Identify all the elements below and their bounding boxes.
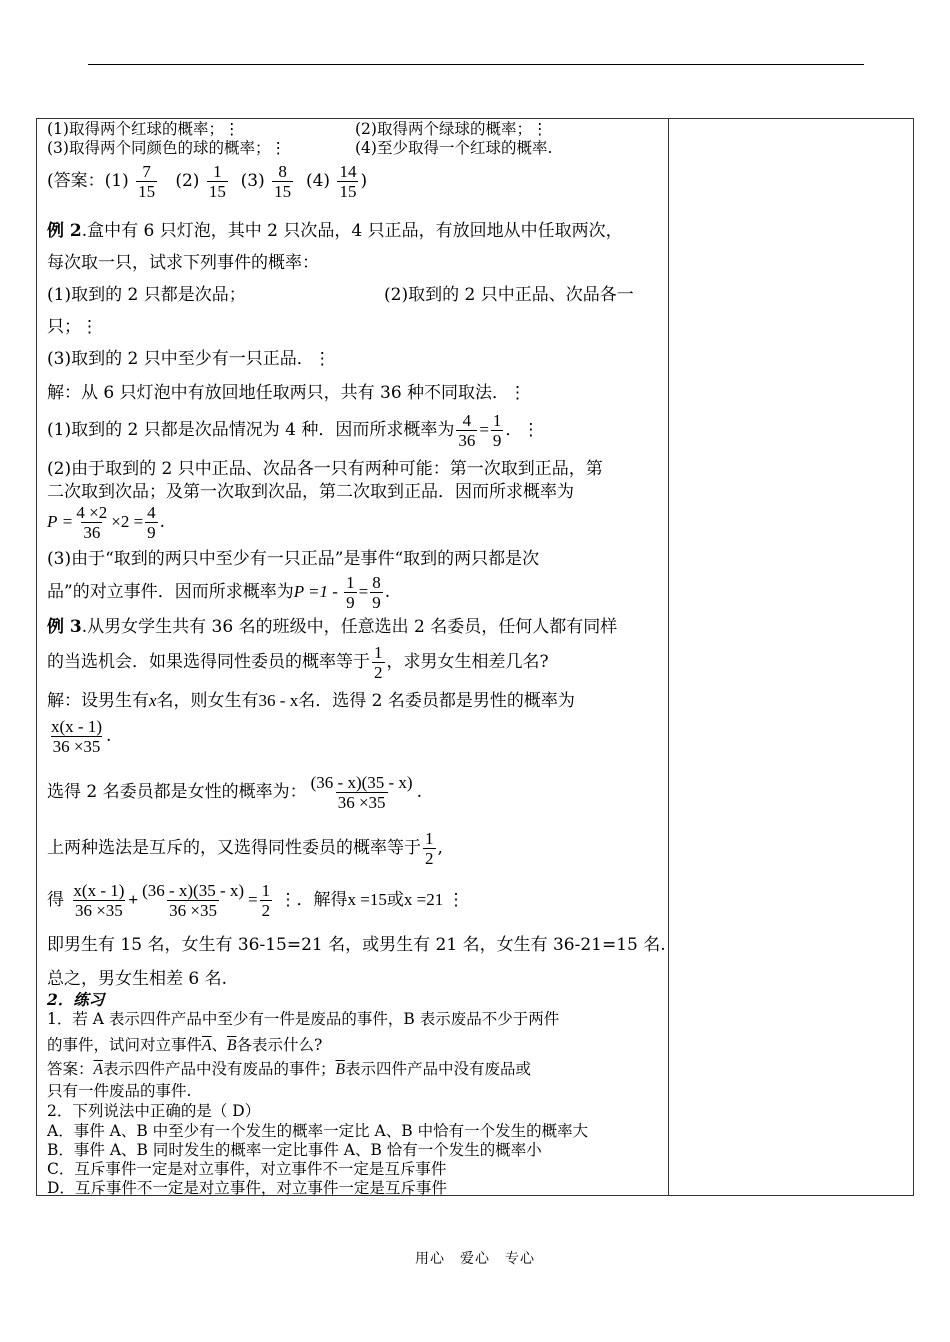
numerator: 14 xyxy=(339,162,357,181)
denominator: 36 ×35 xyxy=(52,737,101,756)
text-line xyxy=(47,1036,322,1055)
solution-text: ．⋮ xyxy=(505,420,540,440)
practice-text: 、 xyxy=(211,1036,227,1054)
text-line xyxy=(355,139,552,158)
plus: + xyxy=(128,890,139,909)
solution-text: (2)由于取到的 2 只中正品、次品各一只有两种可能：第一次取到正品，第 xyxy=(47,459,603,479)
text-line xyxy=(47,1060,531,1079)
event-a-bar: $\overline{A}$ xyxy=(202,1037,212,1054)
numerator: 7 xyxy=(142,162,151,181)
example-text: .从男女学生共有 36 名的班级中，任意选出 2 名委员，任何人都有同样 xyxy=(81,617,618,637)
math-expression: 36 - x xyxy=(258,691,299,710)
choice-c: C．互斥事件一定是对立事件，对立事件不一定是互斥事件 xyxy=(47,1160,447,1178)
practice-text: 的事件，试问对立事件 xyxy=(47,1036,203,1054)
solution-text: 解：设男生有 xyxy=(47,691,149,711)
text-line xyxy=(355,120,547,139)
fraction xyxy=(260,881,273,920)
text-line: 选得 2 名委员都是女性的概率为： $\frac{(36 - x)(35 - x)}{36 \times 35}$ . xyxy=(47,773,422,812)
fraction xyxy=(71,881,126,920)
text-line xyxy=(47,934,666,956)
math-expression: x =21 ⋮ xyxy=(403,890,465,909)
numerator: 1 xyxy=(492,411,502,430)
denominator: 9 xyxy=(372,593,381,612)
example-question: (3)取到的 2 只中至少有一只正品．⋮ xyxy=(47,349,331,369)
event-b-bar: $\overline{B}$ xyxy=(227,1037,237,1054)
fraction xyxy=(370,573,383,612)
numerator: (36 - x)(35 - x) xyxy=(310,773,413,792)
solution-text: 名，则女生有 xyxy=(156,691,259,711)
numerator: 4 xyxy=(462,411,472,430)
solution-text: 或 xyxy=(386,890,404,910)
example-label: 例 2 xyxy=(47,221,82,241)
numerator: 1 xyxy=(346,573,355,592)
solution-text: 解：从 6 只灯泡中有放回地任取两只，共有 36 种不同取法．⋮ xyxy=(47,383,527,403)
event-b-bar: $\overline{B}$ xyxy=(335,1061,345,1078)
denominator: 15 xyxy=(138,182,156,201)
solution-text: 选得 2 名委员都是女性的概率为： xyxy=(47,782,307,802)
text-line xyxy=(47,640,549,684)
variable: x xyxy=(149,691,157,710)
numerator: x(x - 1) xyxy=(73,881,125,900)
example-question: (1)取到的 2 只都是次品； xyxy=(47,285,246,305)
text-line xyxy=(47,1082,191,1101)
practice-text: 1．若 A 表示四件产品中至少有一件是废品的事件，B 表示废品不少于两件 xyxy=(47,1010,560,1028)
text-line xyxy=(47,1160,446,1179)
text-line xyxy=(47,284,246,306)
section-title xyxy=(47,990,104,1009)
choice-a: A．事件 A、B 中至少有一个发生的概率一定比 A、B 中恰有一个发生的概率大 xyxy=(47,1122,589,1140)
math-expression: x =15 xyxy=(347,890,387,909)
denominator: 2 xyxy=(261,901,271,920)
text-line xyxy=(47,120,239,139)
answer-prefix: (答案：(1) xyxy=(47,171,129,191)
equals: = xyxy=(248,890,258,909)
answer-line xyxy=(47,160,367,202)
numerator: 8 xyxy=(372,573,381,592)
denominator: 2 xyxy=(425,849,434,868)
example-text: 的当选机会．如果选得同性委员的概率等于 xyxy=(47,652,370,672)
question-2: (2)取得两个绿球的概率；⋮ xyxy=(355,120,548,138)
solution-text: 总之，男女生相差 6 名. xyxy=(47,969,228,989)
variable: P xyxy=(47,512,58,531)
example-label: 例 3 xyxy=(47,617,82,637)
numerator: 1 xyxy=(213,162,222,181)
numerator: 1 xyxy=(374,643,383,662)
fraction xyxy=(207,162,228,201)
text-line xyxy=(47,458,603,480)
denominator: 15 xyxy=(274,182,292,201)
fraction xyxy=(140,881,246,920)
equals: = xyxy=(479,420,489,439)
solution-text: 名．选得 2 名委员都是男性的概率为 xyxy=(298,691,575,711)
fraction xyxy=(145,503,158,542)
question-3: (3)取得两个同颜色的球的概率；⋮ xyxy=(47,139,286,157)
fraction xyxy=(74,503,109,542)
math-expression: P =1 - xyxy=(293,582,343,601)
answer-label: (3) xyxy=(240,171,265,191)
fraction xyxy=(136,162,157,201)
text-line xyxy=(47,1122,588,1141)
answer-suffix: ) xyxy=(360,171,368,191)
fraction xyxy=(372,643,385,682)
numerator: 4 xyxy=(147,503,156,522)
fraction xyxy=(491,411,504,450)
practice-title: 2．练习 xyxy=(47,990,105,1009)
text-line xyxy=(47,220,623,242)
text-line xyxy=(47,1010,559,1029)
event-a-bar: $\overline{A}$ xyxy=(93,1061,103,1078)
column-divider xyxy=(668,118,669,1196)
equals: = xyxy=(358,582,369,601)
solution-text: 二次取到次品；及第一次取到次品，第二次取到正品．因而所求概率为 xyxy=(47,482,574,502)
example-question: (2)取到的 2 只中正品、次品各一 xyxy=(384,285,634,305)
text-line: 品”的对立事件．因而所求概率为P =1 - $\frac{1}{9}$ = $\frac{8}{9}$ . xyxy=(47,573,391,612)
text-line xyxy=(47,316,98,338)
fraction xyxy=(49,717,104,756)
text-line: 上两种选法是互斥的，又选得同性委员的概率等于 $\frac{1}{2}$ , xyxy=(47,829,443,868)
text-line xyxy=(47,548,539,570)
text-line xyxy=(47,252,319,274)
equals: = xyxy=(62,512,73,531)
practice-text: 答案： xyxy=(47,1060,94,1078)
fraction xyxy=(344,573,357,612)
choice-d: D．互斥事件不一定是对立事件，对立事件一定是互斥事件 xyxy=(47,1179,447,1197)
numerator: x(x - 1) xyxy=(51,717,102,736)
denominator: 15 xyxy=(339,182,357,201)
text-line: P = $\frac{4 \times 2}{36}$ ×2 = $\frac{4}{9}$ . xyxy=(47,503,166,542)
denominator: 36 xyxy=(458,431,476,450)
choice-b: B．事件 A、B 同时发生的概率一定比事件 A、B 恰有一个发生的概率小 xyxy=(47,1141,542,1159)
denominator: 36 xyxy=(83,523,101,542)
math-operator: ×2 = xyxy=(111,512,144,531)
denominator: 36 ×35 xyxy=(337,793,386,812)
numerator: 8 xyxy=(278,162,287,181)
numerator: 1 xyxy=(261,881,271,900)
text-line xyxy=(47,968,227,990)
solution-text: 即男生有 15 名，女生有 36-15=21 名，或男生有 21 名，女生有 36-21=15 名. xyxy=(47,935,666,955)
text-line xyxy=(47,139,286,158)
text-line xyxy=(47,1179,447,1198)
denominator: 9 xyxy=(346,593,355,612)
denominator: 36 ×35 xyxy=(169,901,217,920)
text-line xyxy=(47,382,526,404)
solution-text: (3)由于“取到的两只中至少有一只正品”是事件“取到的两只都是次 xyxy=(47,549,540,569)
solution-text: ⋮．解得 xyxy=(279,890,348,910)
practice-text: 2．下列说法中正确的是（ D） xyxy=(47,1102,261,1120)
numerator: 1 xyxy=(425,829,434,848)
fraction xyxy=(272,162,293,201)
practice-text: 只有一件废品的事件. xyxy=(47,1082,192,1100)
text-line xyxy=(47,1102,260,1121)
text-line xyxy=(384,284,634,306)
fraction xyxy=(337,162,358,201)
example-text: ，求男女生相差几名? xyxy=(386,652,549,672)
fraction xyxy=(423,829,436,868)
text-line xyxy=(47,408,539,452)
practice-text: 表示四件产品中没有废品的事件； xyxy=(102,1060,336,1078)
practice-text: 各表示什么? xyxy=(236,1036,323,1054)
solution-text: 得 xyxy=(47,890,64,910)
solution-text: 品”的对立事件．因而所求概率为 xyxy=(47,582,294,602)
text-line xyxy=(47,616,617,638)
text-line xyxy=(47,348,331,370)
fraction xyxy=(309,773,415,812)
fraction xyxy=(456,411,477,450)
numerator: 4 ×2 xyxy=(76,503,108,522)
answer-label: (2) xyxy=(175,171,200,191)
denominator: 36 ×35 xyxy=(74,901,123,920)
numerator: (36 - x)(35 - x) xyxy=(142,881,245,900)
example-text: .盒中有 6 只灯泡，其中 2 只次品，4 只正品，有放回地从中任取两次， xyxy=(81,221,623,241)
solution-text: (1)取到的 2 只都是次品情况为 4 种．因而所求概率为 xyxy=(47,420,455,440)
denominator: 15 xyxy=(208,182,226,201)
denominator: 2 xyxy=(374,663,383,682)
equation-line xyxy=(47,878,464,922)
solution-text: 上两种选法是互斥的，又选得同性委员的概率等于 xyxy=(47,838,421,858)
header-rule xyxy=(88,64,864,65)
answer-label: (4) xyxy=(305,171,331,191)
text-line xyxy=(47,690,575,712)
practice-text: 表示四件产品中没有废品或 xyxy=(344,1060,531,1078)
example-text: 每次取一只，试求下列事件的概率： xyxy=(47,253,319,273)
text-line xyxy=(47,1141,542,1160)
text-line: $\frac{x(x - 1)}{36 \times 35}$ . xyxy=(51,717,112,756)
denominator: 9 xyxy=(492,431,502,450)
question-1: (1)取得两个红球的概率；⋮ xyxy=(47,120,240,138)
page-footer: 用心 爱心 专心 xyxy=(415,1251,535,1267)
denominator: 9 xyxy=(147,523,156,542)
question-4: (4)至少取得一个红球的概率. xyxy=(355,139,553,157)
example-question: 只；⋮ xyxy=(47,317,98,337)
